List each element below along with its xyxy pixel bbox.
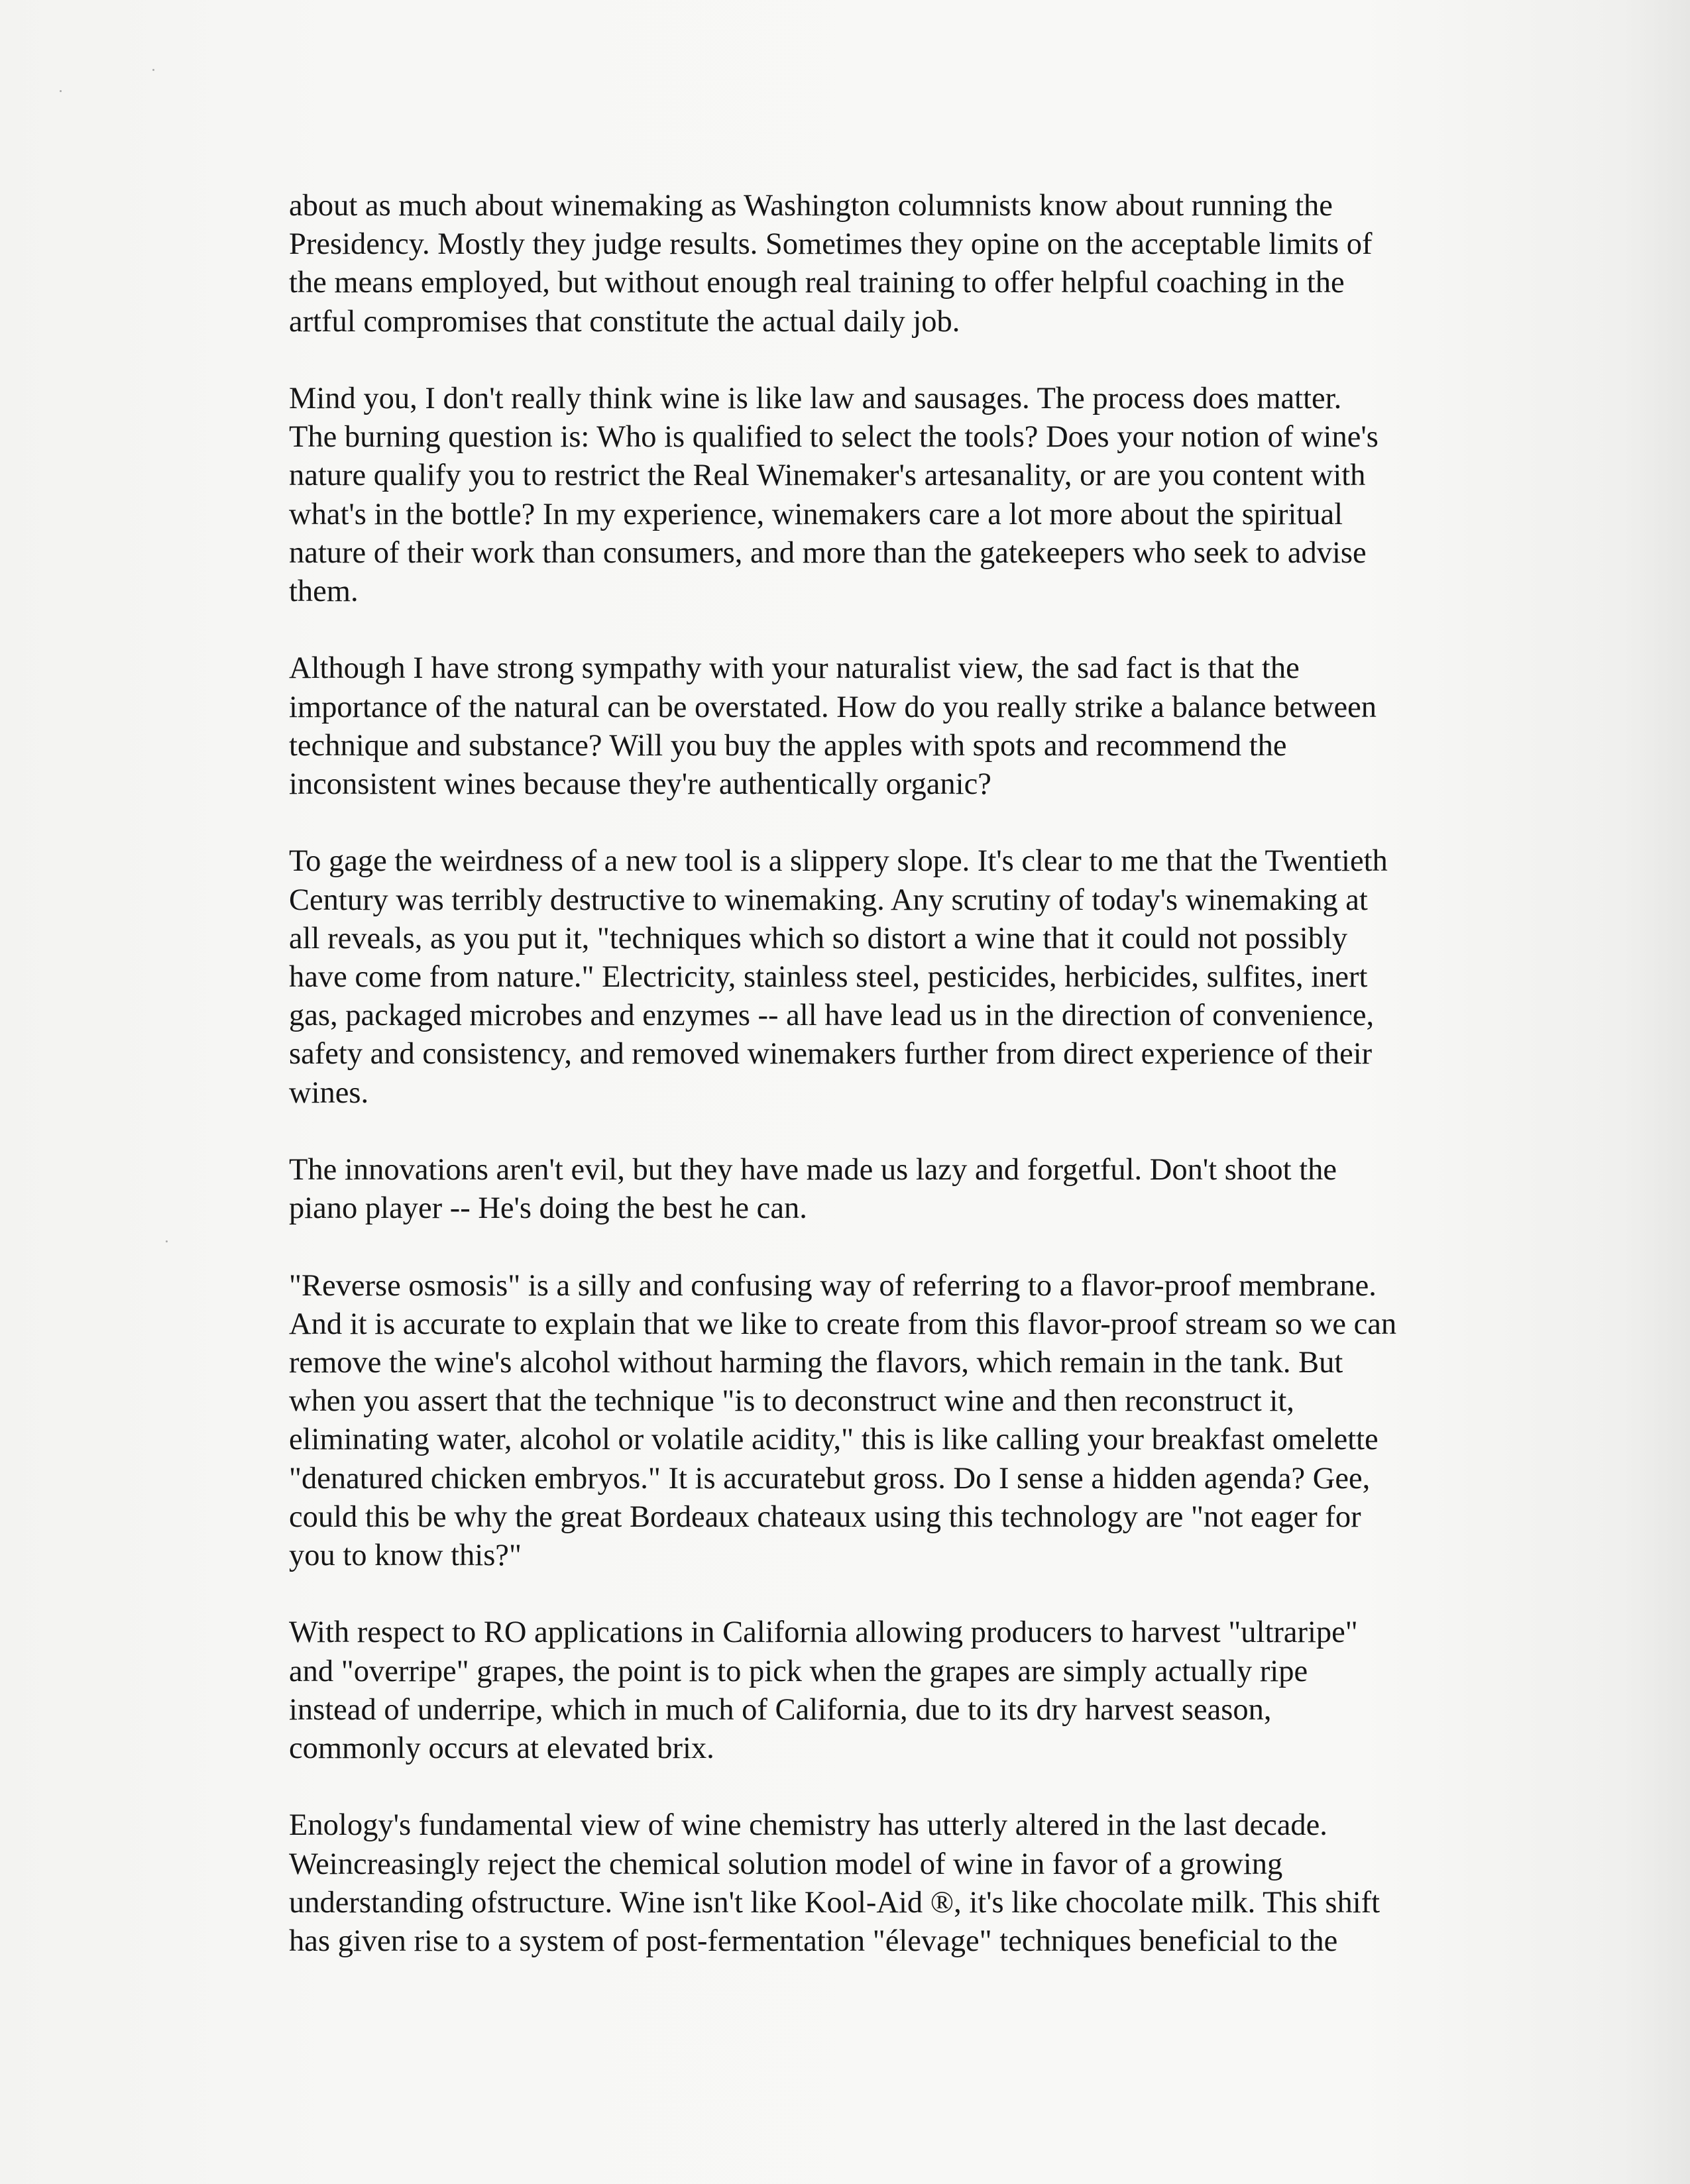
text-line: Presidency. Mostly they judge results. Sometimes they opine on the acceptable limits of	[289, 227, 1373, 262]
text-line: nature qualify you to restrict the Real Winemaker's artesanality, or are you content with	[289, 459, 1366, 493]
text-line: piano player -- He's doing the best he can.	[289, 1191, 807, 1226]
text-line: "Reverse osmosis" is a silly and confusing way of referring to a flavor-proof membrane.	[289, 1268, 1377, 1303]
text-line: nature of their work than consumers, and more than the gatekeepers who seek to advise	[289, 535, 1367, 570]
paragraph	[289, 380, 1495, 611]
text-line: all reveals, as you put it, "techniques which so distort a wine that it could not possibly	[289, 921, 1348, 956]
text-line: gas, packaged microbes and enzymes -- all have lead us in the direction of convenience,	[289, 999, 1375, 1033]
text-line: "denatured chicken embryos." It is accuratebut gross. Do I sense a hidden agenda? Gee,	[289, 1461, 1371, 1496]
text-line: when you assert that the technique "is to deconstruct wine and then reconstruct it,	[289, 1384, 1294, 1419]
text-line: could this be why the great Bordeaux chateaux using this technology are "not eager for	[289, 1500, 1361, 1534]
text-line: have come from nature." Electricity, stainless steel, pesticides, herbicides, sulfites, inert	[289, 960, 1368, 995]
text-line: Weincreasingly reject the chemical solution model of wine in favor of a growing	[289, 1847, 1283, 1881]
text-line: Century was terribly destructive to winemaking. Any scrutiny of today's winemaking at	[289, 883, 1368, 917]
text-line: the means employed, but without enough real training to offer helpful coaching in the	[289, 266, 1345, 300]
paragraph	[289, 649, 1495, 804]
text-line: instead of underripe, which in much of California, due to its dry harvest season,	[289, 1692, 1272, 1727]
text-line: importance of the natural can be overstated. How do you really strike a balance between	[289, 690, 1377, 724]
paragraph	[289, 1806, 1495, 1961]
text-line: safety and consistency, and removed winemakers further from direct experience of their	[289, 1037, 1373, 1071]
scan-speck	[60, 90, 62, 92]
text-line: To gage the weirdness of a new tool is a slippery slope. It's clear to me that the Twentieth	[289, 844, 1388, 879]
text-line: about as much about winemaking as Washington columnists know about running the	[289, 189, 1333, 223]
text-line: commonly occurs at elevated brix.	[289, 1731, 714, 1766]
text-line: The innovations aren't evil, but they have made us lazy and forgetful. Don't shoot the	[289, 1153, 1337, 1187]
document-body	[289, 187, 1495, 1999]
paragraph	[289, 1151, 1495, 1228]
text-line: and "overripe" grapes, the point is to pick when the grapes are simply actually ripe	[289, 1654, 1308, 1688]
paragraph	[289, 842, 1495, 1112]
text-line: understanding ofstructure. Wine isn't like Kool-Aid ®, it's like chocolate milk. This shift	[289, 1885, 1380, 1920]
text-line: With respect to RO applications in California allowing producers to harvest "ultraripe"	[289, 1615, 1358, 1650]
text-line: wines.	[289, 1075, 369, 1110]
text-line: what's in the bottle? In my experience, winemakers care a lot more about the spiritual	[289, 497, 1343, 531]
text-line: them.	[289, 574, 359, 609]
text-line: remove the wine's alcohol without harming the flavors, which remain in the tank. But	[289, 1346, 1343, 1380]
text-line: artful compromises that constitute the actual daily job.	[289, 304, 960, 339]
text-line: Although I have strong sympathy with your naturalist view, the sad fact is that the	[289, 651, 1300, 686]
text-line: The burning question is: Who is qualified to select the tools? Does your notion of wine's	[289, 420, 1379, 455]
paragraph	[289, 187, 1495, 341]
scan-speck	[166, 1240, 168, 1242]
text-line: technique and substance? Will you buy the apples with spots and recommend the	[289, 728, 1287, 763]
text-line: eliminating water, alcohol or volatile acidity," this is like calling your breakfast omelette	[289, 1423, 1379, 1457]
text-line: inconsistent wines because they're authentically organic?	[289, 767, 991, 802]
text-line: you to know this?"	[289, 1539, 522, 1573]
text-line: Enology's fundamental view of wine chemistry has utterly altered in the last decade.	[289, 1808, 1327, 1843]
text-line: Mind you, I don't really think wine is like law and sausages. The process does matter.	[289, 382, 1342, 415]
paragraph	[289, 1267, 1495, 1576]
text-line: has given rise to a system of post-fermentation "élevage" techniques beneficial to the	[289, 1924, 1338, 1959]
text-line: And it is accurate to explain that we like to create from this flavor-proof stream so we can	[289, 1307, 1397, 1341]
paragraph	[289, 1613, 1495, 1768]
scan-speck	[152, 69, 154, 71]
